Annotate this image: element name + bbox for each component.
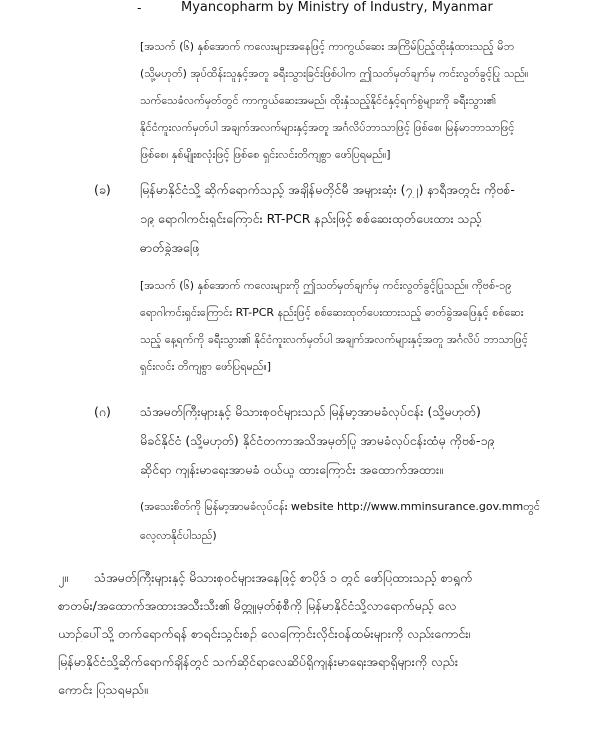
note3-line: လေ့လာနိုင်ပါသည်) — [140, 529, 217, 542]
item-c-line: ၁၉ ရောဂါကင်းရှင်းကြောင်း RT-PCR နည်းဖြင့် စစ်ဆေးထုတ်ပေးထား သည့် — [140, 211, 482, 226]
para2-line: ယာဉ်ပေါ်သို့ တက်ရောက်ရန် စာရင်းသွင်းစဉ် လေကြောင်းလိုင်းဝန်ထမ်းများကို လည်းကောင်း၊ — [58, 626, 471, 641]
note2-line: [အသက် (၆) နှစ်အောက် ကလေးများကို ဤသတ်မှတ်ချက်မှ ကင်းလွတ်ခွင့်ပြုသည်။ ကိုဗစ်-၁၉ — [140, 279, 512, 292]
para2-line: မြန်မာနိုင်ငံသို့ဆိုက်ရောက်ချိန်တွင် သက်ဆိုင်ရာလေဆိပ်ရှိကျန်းမာရေးအရာရှိများကို လည်း — [58, 654, 459, 669]
item-g-line: ဆိုင်ရာ ကျန်းမာရေးအာမခံ ဝယ်ယူ ထားကြောင်း အထောက်အထား။ — [140, 462, 443, 477]
para2-line: သံအမတ်ကြီးများနှင့် မိသားစုဝင်များအနေဖြင့် စာပိုဒ် ၁ တွင် ဖော်ပြထားသည့် စာရွက် — [94, 570, 473, 585]
item-g-line: သံအမတ်ကြီးများနှင့် မိသားစုဝင်များသည် မြန်မာ့အာမခံလုပ်ငန်း (သို့မဟုတ်) — [140, 404, 481, 419]
para2-line: ကောင်း ပြသရမည်။ — [58, 682, 148, 697]
note1-line: [အသက် (၆) နှစ်အောက် ကလေးများအနေဖြင့် ကာကွယ်ဆေး အကြိမ်ပြည့်ထိုးနှံထားသည့် မိဘ — [140, 40, 515, 53]
note1-line: သက်သေခံလက်မှတ်တွင် ကာကွယ်ဆေးအမည်၊ ထိုးနှံသည့်နိုင်ငံနှင့်ရက်စွဲများကို ခရီးသွား၏ — [140, 94, 497, 107]
item-c-number: (ခ) — [94, 182, 111, 197]
para2-number: ၂။ — [58, 570, 68, 585]
note1-line: (သို့မဟုတ်) အုပ်ထိန်းသူနှင့်အတူ ခရီးသွားခြင်းဖြစ်ပါက ဤသတ်မှတ်ချက်မှ ကင်းလွတ်ခွင့်ပြု သည်။ — [140, 67, 529, 80]
note2-line: ရောဂါကင်းရှင်းကြောင်း RT-PCR နည်းဖြင့် စစ်ဆေးထုတ်ပေးထားသည့် ဓာတ်ခွဲအဖြေနှင့် စစ်ဆေး — [140, 306, 524, 319]
item-c-line: မြန်မာနိုင်ငံသို့ ဆိုက်ရောက်သည့် အချိန်မတိုင်မီ အများဆုံး (၇၂) နာရီအတွင်း ကိုဗစ်- — [140, 182, 515, 197]
header-text: Myancopharm by Ministry of Industry, Myanmar — [181, 0, 493, 15]
note1-line: နိုင်ငံကူးလက်မှတ်ပါ အချက်အလက်များနှင့်အတူ အင်္ဂလိပ်ဘာသာဖြင့် ဖြစ်စေ၊ မြန်မာဘာသာဖြင့် — [140, 121, 515, 134]
item-c-line: ဓာတ်ခွဲအဖြေ — [140, 240, 200, 255]
item-g-line: မိခင်နိုင်ငံ (သို့မဟုတ်) နိုင်ငံတကာအသိအမှတ်ပြု အာမခံလုပ်ငန်းထံမှ ကိုဗစ်-၁၉ — [140, 433, 495, 448]
note3-line: (အသေးစိတ်ကို မြန်မာ့အာမခံလုပ်ငန်း website http://www.mminsurance.gov.mmတွင် — [140, 500, 541, 513]
note1-line: ဖြစ်စေ၊ နှစ်မျိုးစလုံးဖြင့် ဖြစ်စေ ရှင်းလင်းတိကျစွာ ဖော်ပြရမည်။] — [140, 148, 391, 161]
note2-line: ရှင်းလင်း တိကျစွာ ဖော်ပြရမည်။] — [140, 360, 272, 373]
header-dash: - — [137, 0, 142, 15]
note2-line: သည့် နေ့ရက်ကို ခရီးသွား၏ နိုင်ငံကူးလက်မှတ်ပါ အချက်အလက်များနှင့်အတူ အင်္ဂလိပ် ဘာသာဖြင့် — [140, 333, 528, 346]
para2-line: စာတမ်း/အထောက်အထားအသီးသီး၏ မိတ္တူမှတ်စုံစီကို မြန်မာနိုင်ငံသို့လာရောက်မည့် လေ — [58, 598, 457, 613]
item-g-number: (ဂ) — [94, 404, 111, 419]
